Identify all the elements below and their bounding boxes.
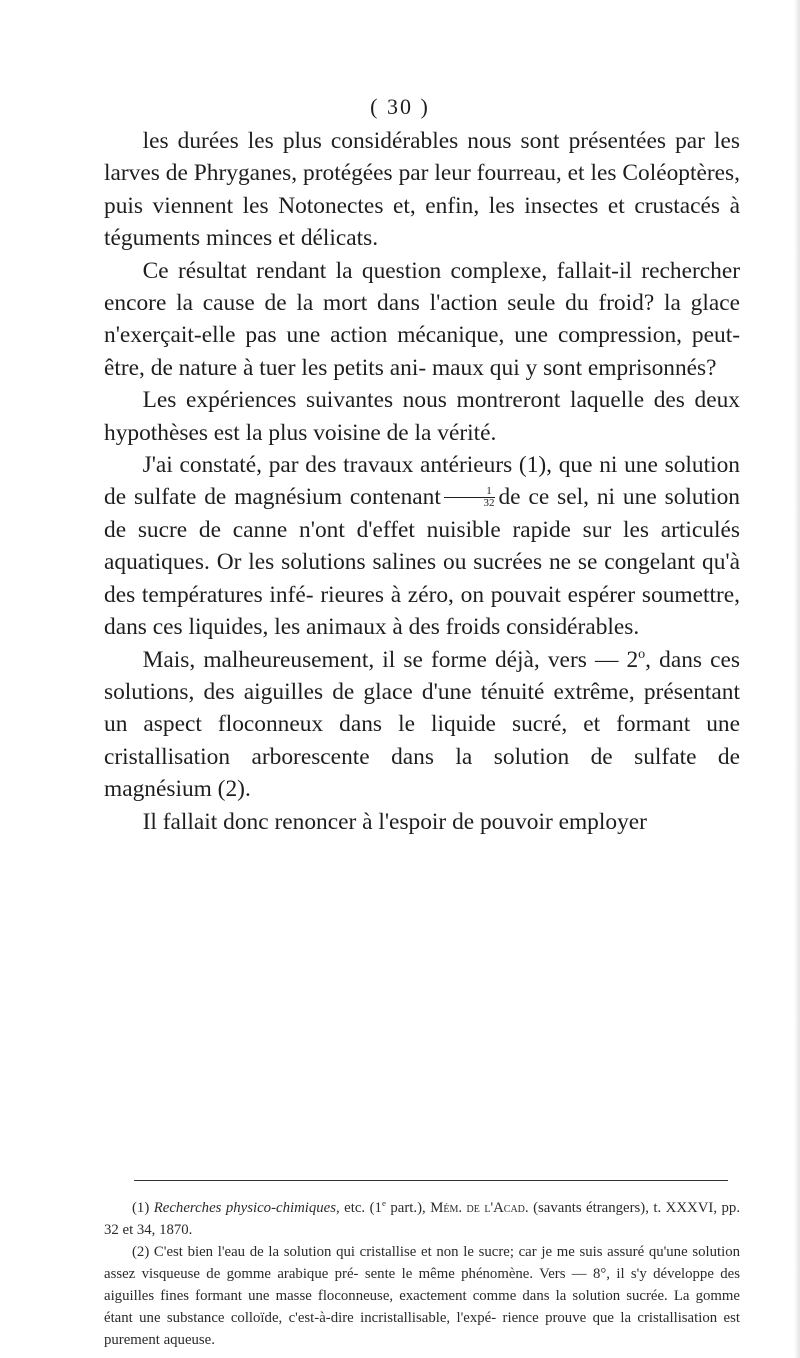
main-text xyxy=(104,125,740,838)
footnote-separator xyxy=(134,1180,728,1181)
text-line: rechercher encore la cause de la mort dans l'action seule xyxy=(104,257,740,317)
footnote-line: sente le même phénomène. Vers — 8°, il s'y développe des aiguilles fines xyxy=(104,1266,740,1304)
text-line: liquides, les animaux à des froids considérables. xyxy=(188,614,640,641)
paragraph-6 xyxy=(104,806,740,838)
text-line: une compression, peut-être, de nature à tuer les petits ani- xyxy=(104,322,740,381)
page-edge-shadow xyxy=(794,0,800,1358)
text-line: maux qui y sont emprisonnés? xyxy=(431,354,717,381)
text-line: solution de sulfate de magnésium (2). xyxy=(104,743,740,803)
text-line: Il fallait donc renoncer à l'espoir de pouvoir employer xyxy=(142,808,647,835)
text-line: des deux hypothèses est la plus voisine de la vérité. xyxy=(104,387,740,446)
footnote-line: (2) C'est bien l'eau de la solution qui cristallise et non le sucre; car je xyxy=(132,1244,553,1260)
text-line: Mais, malheureusement, il se forme déjà, vers — 2 xyxy=(142,646,639,673)
paragraph-3 xyxy=(104,384,740,449)
text-line: Coléoptères, puis viennent les Notonectes et, enfin, les xyxy=(104,160,740,219)
paragraph-1 xyxy=(104,125,740,255)
text-line: de ce sel, xyxy=(498,484,589,511)
page-number: ( 30 ) xyxy=(370,94,430,119)
text-line: dans ces solutions, des aiguilles de glace d'une ténuité xyxy=(104,646,740,705)
footnote-text: , etc. (1 xyxy=(336,1200,382,1216)
paragraph-4 xyxy=(104,449,740,643)
text-line: les larves de Phryganes, protégées par leur fourreau, et les xyxy=(104,128,740,187)
text-line: insectes et crustacés à téguments minces et délicats. xyxy=(104,192,740,252)
paragraph-2 xyxy=(104,255,740,385)
footnote-text: (savants étrangers), t. XXXVI, pp. 32 et 34, 1870. xyxy=(104,1200,741,1238)
text-line: J'ai constaté, par des travaux antérieurs (1), que ni une xyxy=(142,452,658,479)
footnote-line: rience prouve que la cristallisation est purement aqueuse. xyxy=(104,1310,740,1348)
fraction-numerator: 1 xyxy=(444,486,496,498)
text-line: du froid? la glace n'exerçait-elle pas une action mécanique, xyxy=(104,290,740,349)
text-line: rieures à zéro, on pouvait espérer soumettre, dans ces xyxy=(104,581,740,641)
fraction-denominator: 32 xyxy=(483,496,495,509)
text-line: Ce résultat rendant la question complexe, fallait-il xyxy=(142,257,632,284)
footnote-1 xyxy=(104,1197,740,1241)
footnote-line: formant une masse floconneuse, exactement comme dans la solution sucrée. xyxy=(195,1288,668,1304)
text-line: les durées les plus considérables nous sont présentées par xyxy=(142,128,705,154)
footnote-text: part.), xyxy=(385,1200,426,1216)
footnote-title: Recherches physico-chimiques xyxy=(153,1200,336,1216)
text-line: Les expériences suivantes nous montreront laquelle xyxy=(142,387,645,414)
text-line: solution de sulfate de magnésium contenant xyxy=(104,452,740,511)
footnote-journal: Mém. de l'Acad. xyxy=(430,1200,529,1216)
footnotes xyxy=(104,1197,740,1351)
footnote-2 xyxy=(104,1241,740,1351)
paragraph-5 xyxy=(104,644,740,806)
footnote-line: me suis assuré qu'une solution assez visqueuse de gomme arabique pré- xyxy=(104,1244,741,1282)
text-line: rapide sur les articulés aquatiques. Or les solutions salines xyxy=(104,516,740,576)
footnote-line: La gomme étant une substance colloïde, c'est-à-dire incristallisable, l'expé- xyxy=(104,1288,740,1326)
text-line: ni une solution de sucre de canne n'ont d'effet nuisible xyxy=(104,484,740,543)
footnote-sup: e xyxy=(381,1198,386,1209)
text-line: sucré, et formant une cristallisation arborescente dans la xyxy=(104,711,740,770)
degree-sign: o xyxy=(638,645,646,662)
text-line: , xyxy=(645,646,652,673)
text-line: ou sucrées ne se congelant qu'à des températures infé- xyxy=(104,549,740,608)
fraction xyxy=(444,486,496,509)
text-line: extrême, présentant un aspect floconneux dans le liquide xyxy=(104,678,740,738)
footnote-marker: (1) xyxy=(132,1200,150,1216)
